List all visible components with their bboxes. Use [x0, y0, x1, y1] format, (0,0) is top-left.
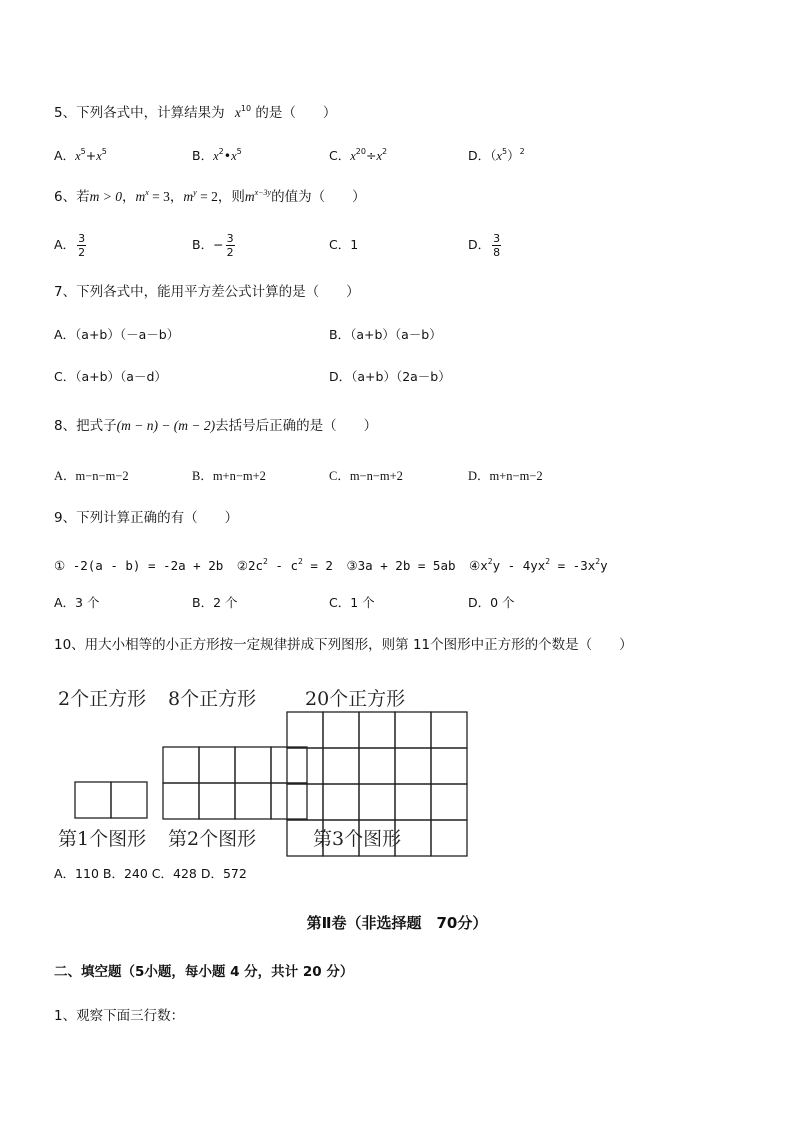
q6-option-b: B．− $\frac{3}{2}$ — [192, 232, 234, 259]
unit-square — [163, 783, 199, 819]
unit-square — [271, 783, 307, 819]
q9-statement-4: $④x^2y - 4yx^2 = -3x^2y$ — [469, 557, 608, 573]
section2-q1-stem: 1、观察下面三行数： — [54, 1008, 185, 1024]
q8-option-c: C．m−n−m+2 — [329, 469, 403, 483]
q5-option-d: D．$(x^5)^2$ — [468, 147, 525, 163]
q9-option-c: C．1 个 — [329, 595, 375, 610]
figure1-count-label: 2个正方形 — [58, 688, 147, 710]
q8-option-d: D．m+n−m−2 — [468, 469, 543, 483]
unit-square — [235, 747, 271, 783]
fraction-3-2: $\frac{3}{2}$ — [226, 232, 234, 259]
unit-square — [75, 782, 111, 818]
unit-square — [431, 820, 467, 856]
q7-option-a: A．（a+b）（－a－b） — [54, 327, 180, 342]
fraction-3-2: $\frac{3}{2}$ — [78, 232, 86, 259]
unit-square — [323, 712, 359, 748]
q6-option-d: D． $\frac{3}{8}$ — [468, 232, 501, 259]
q6-option-a: A． $\frac{3}{2}$ — [54, 232, 86, 259]
figure2-grid — [163, 747, 307, 819]
q8-option-a: A．m−n−m−2 — [54, 469, 129, 483]
q5-stem: 5、下列各式中，计算结果为 $x^{10}$ 的是（ ） — [54, 104, 337, 121]
q9-statement-2: $②2c^2 - c^2 = 2$ — [236, 557, 333, 573]
q9-option-d: D．0 个 — [468, 595, 515, 610]
q7-option-d: D．（a+b）（2a－b） — [329, 369, 451, 384]
figure1-caption: 第1个图形 — [58, 828, 147, 850]
q6-option-c: C．1 — [329, 237, 359, 252]
q9-statements — [54, 553, 608, 575]
q7-stem: 7、下列各式中，能用平方差公式计算的是（ ） — [54, 284, 360, 300]
figure3-count-label: 20个正方形 — [305, 688, 406, 710]
q5-option-c: C．$x^{20}\div x^2$ — [329, 147, 388, 163]
unit-square — [199, 747, 235, 783]
section-2-heading: 二、填空题（5小题，每小题 4 分，共计 20 分） — [54, 964, 354, 980]
unit-square — [163, 747, 199, 783]
unit-square — [235, 783, 271, 819]
unit-square — [395, 712, 431, 748]
fraction-3-8: $\frac{3}{8}$ — [493, 232, 501, 259]
unit-square — [395, 748, 431, 784]
unit-square — [111, 782, 147, 818]
unit-square — [431, 784, 467, 820]
q9-stem: 9、下列计算正确的有（ ） — [54, 510, 239, 526]
q5-option-b: B．$x^2•x^5$ — [192, 147, 242, 163]
q10-stem: 10、用大小相等的小正方形按一定规律拼成下列图形，则第 11个图形中正方形的个数是（ ） — [54, 637, 633, 653]
unit-square — [287, 748, 323, 784]
unit-square — [359, 712, 395, 748]
section-2-title: 第Ⅱ卷（非选择题 70分） — [306, 914, 488, 932]
unit-square — [395, 784, 431, 820]
q7-option-b: B．（a+b）（a－b） — [329, 327, 442, 342]
unit-square — [359, 784, 395, 820]
q8-stem: 8、把式子(m − n) − (m − 2)去括号后正确的是（ ） — [54, 418, 378, 434]
q5-option-a: A．$x^5+x^5$ — [54, 147, 107, 163]
unit-square — [271, 747, 307, 783]
unit-square — [199, 783, 235, 819]
unit-square — [431, 712, 467, 748]
figure3-caption: 第3个图形 — [313, 828, 402, 850]
figure2-count-label: 8个正方形 — [168, 688, 257, 710]
q9-option-b: B．2 个 — [192, 595, 238, 610]
figure1-grid — [75, 782, 147, 818]
q7-option-c: C．（a+b）（a－d） — [54, 369, 167, 384]
unit-square — [287, 784, 323, 820]
figure2-caption: 第2个图形 — [168, 828, 257, 850]
unit-square — [323, 748, 359, 784]
unit-square — [287, 712, 323, 748]
unit-square — [323, 784, 359, 820]
unit-square — [359, 748, 395, 784]
q9-statement-1: ① -2(a - b) = -2a + 2b — [54, 558, 224, 573]
unit-square — [431, 748, 467, 784]
q9-statement-3: ③3a + 2b = 5ab — [346, 558, 456, 573]
q6-stem: 6、若m > 0，$m^x = 3$，$m^y = 2$，则$m^{x-3y}$的值为（ ） — [54, 188, 366, 205]
q9-option-a: A．3 个 — [54, 595, 100, 610]
q8-option-b: B．m+n−m+2 — [192, 469, 266, 483]
q10-options: A．110 B．240 C．428 D．572 — [54, 866, 247, 881]
